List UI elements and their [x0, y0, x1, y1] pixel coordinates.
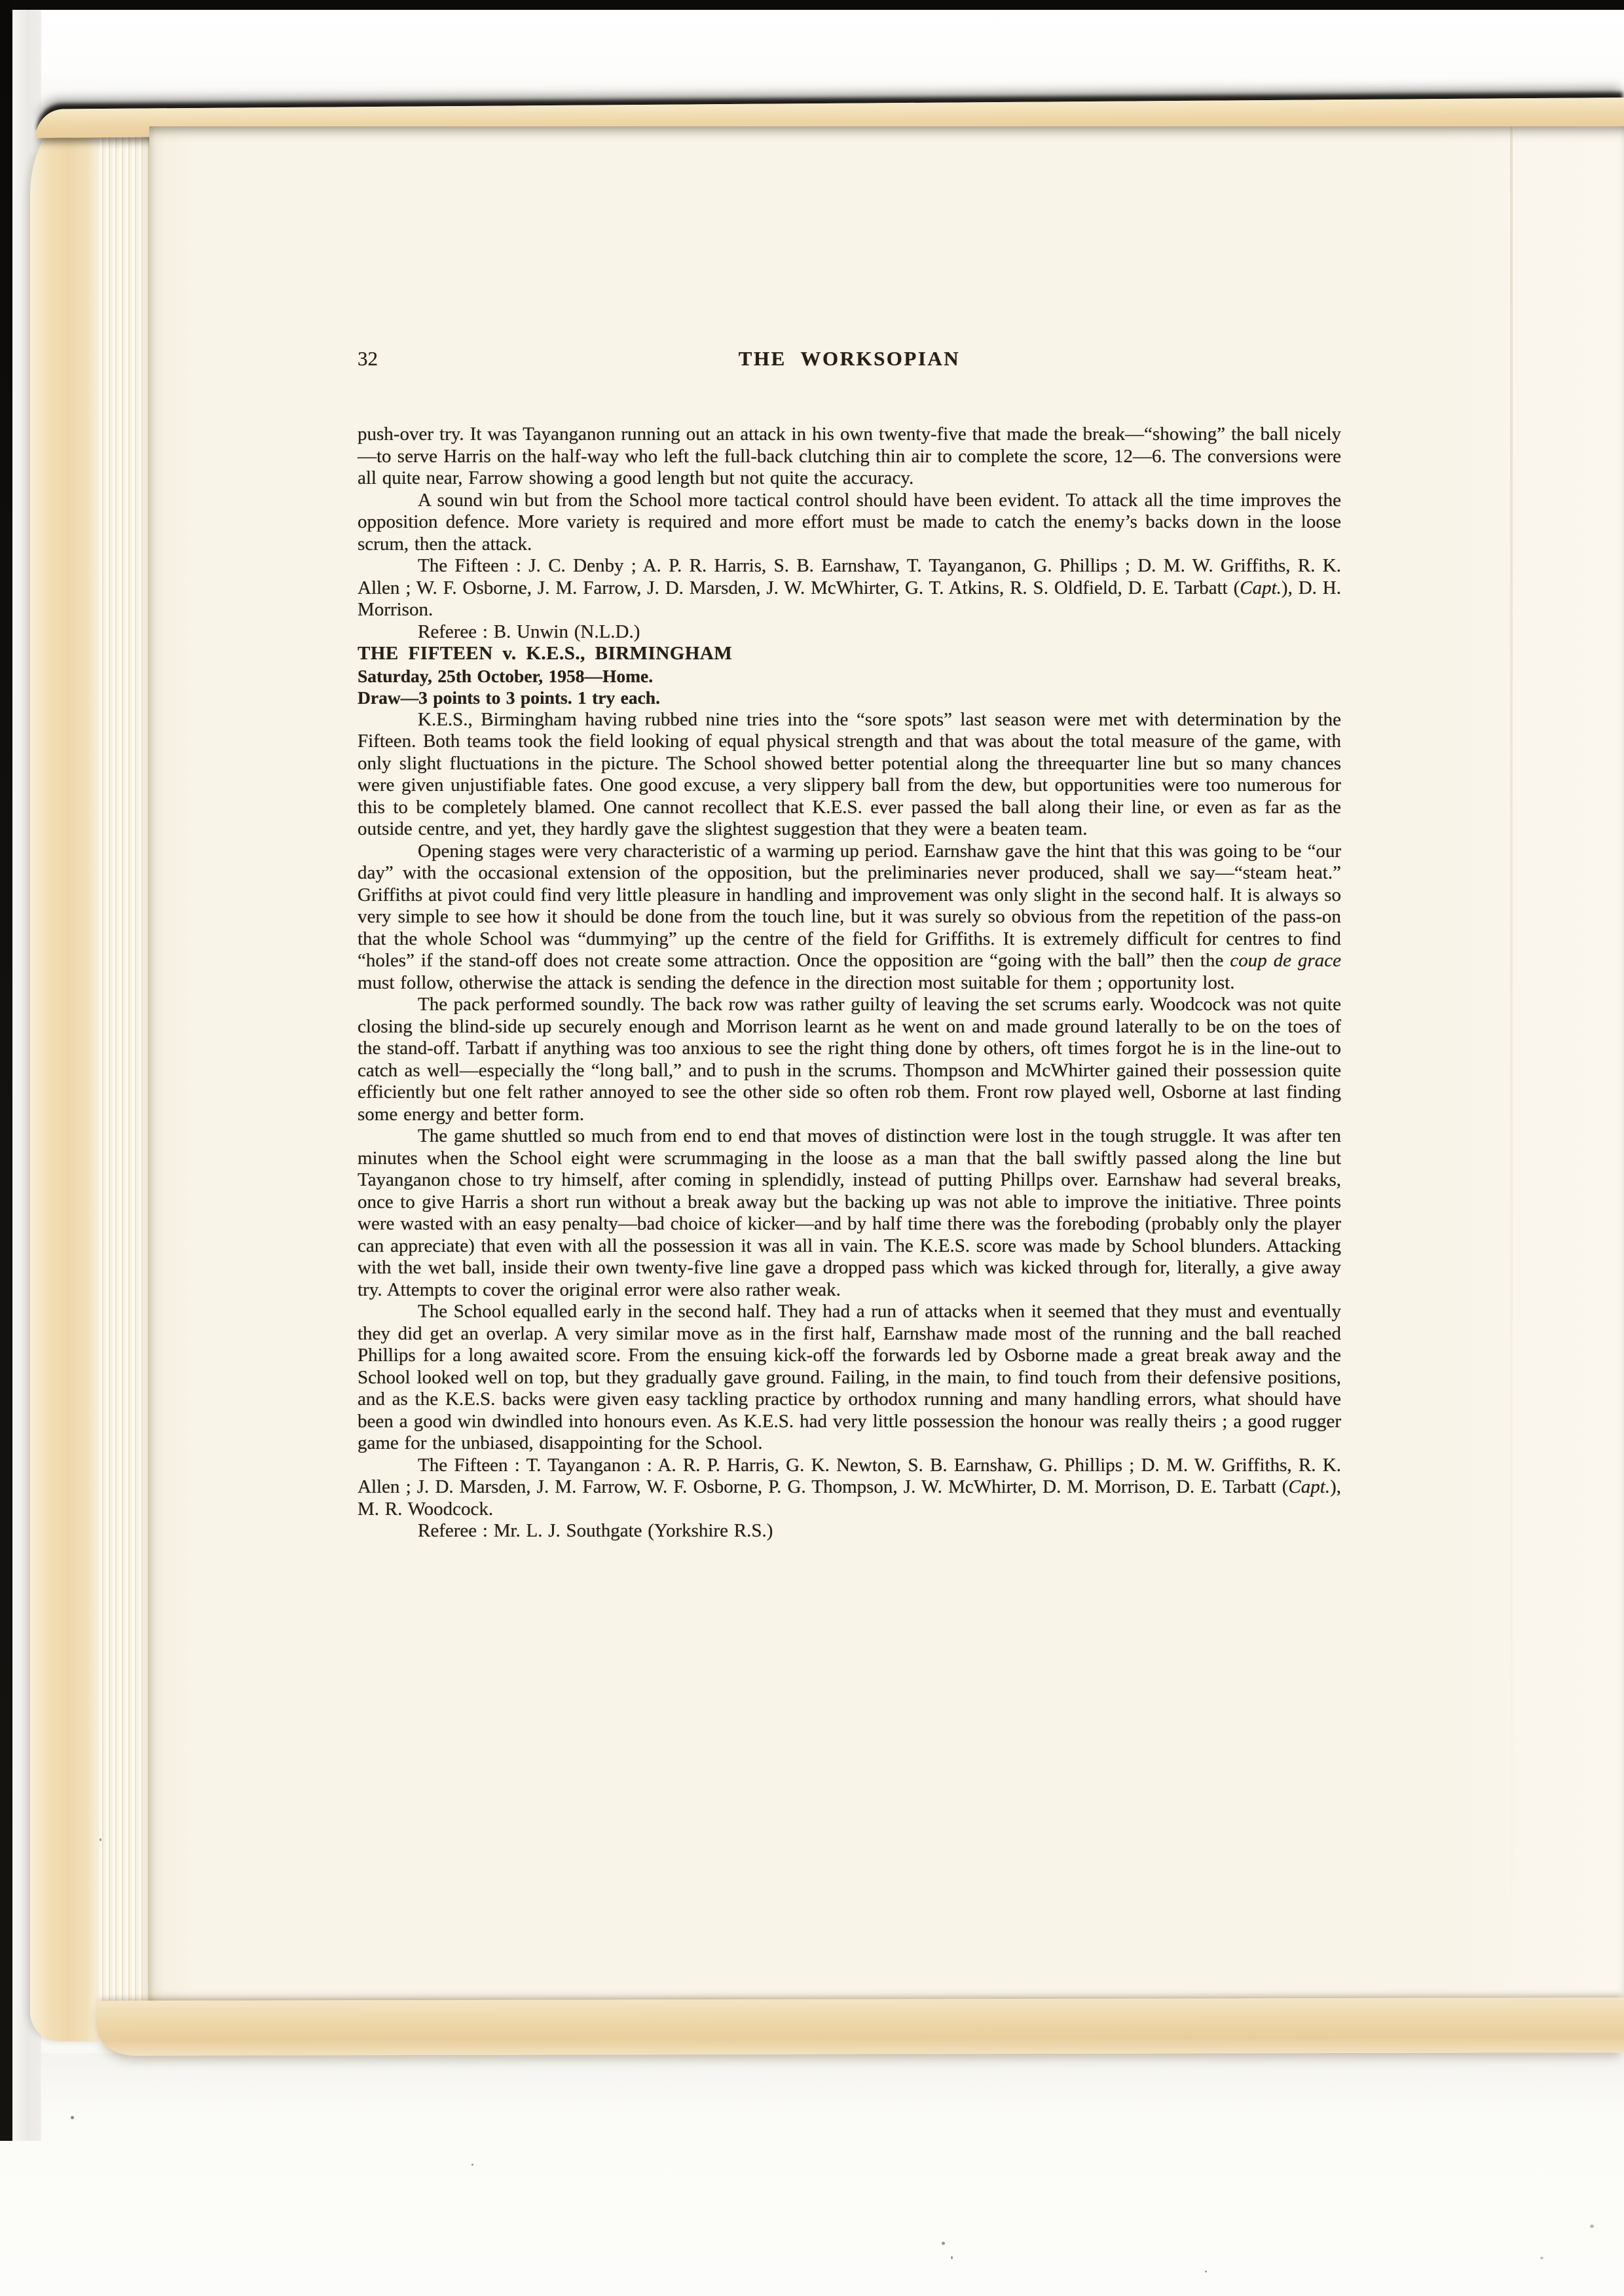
paragraph: The pack performed soundly. The back row was rather guilty of leaving the set scrums early. Woodcock was not quite closing the blind-side up securely enough and Morrison learnt as he went on and made ground laterally to be on the toes of the stand-off. Tarbatt if anything was too anxious to see the right thing done by others, oft times forgot he is in the line-out to catch as well—especially the “long ball,” and to push in the scrums. Thompson and McWhirter gained their possession quite efficiently but one felt rather annoyed to see the other side so often rob them. Front row played well, Osborne at last finding some energy and better form.: [358, 994, 1341, 1125]
running-title: THE WORKSOPIAN: [738, 347, 961, 370]
dust-speck: [1540, 2257, 1543, 2259]
paragraph: The School equalled early in the second half. They had a run of attacks when it seemed that they must and eventually they did get an overlap. A very similar move as in the first half, Earnshaw made most of the running and the ball reached Phillips for a long awaited score. From the ensuing kick-off the forwards led by Osborne made a great break away and the School looked well on top, but they gradually gave ground. Failing, in the main, to find touch from their defensive positions, and as the K.E.S. backs were given easy tackling practice by orthodox running and many handling errors, what should have been a good win dwindled into honours even. As K.E.S. had very little possession the honour was really theirs ; a good rugger game for the unbiased, disappointing for the School.: [358, 1301, 1341, 1453]
referee-line: Referee : Mr. L. J. Southgate (Yorkshire R.S.): [418, 1520, 773, 1541]
book-cover-bottom-edge: [97, 1997, 1624, 2056]
dust-speck: [471, 2164, 473, 2166]
paragraph: K.E.S., Birmingham having rubbed nine tries into the “sore spots” last season were met with determination by the Fifteen. Both teams took the field looking of equal physical strength and that was about the total measure of the game, with only slight fluctuations in the picture. The School showed better potential along the threequarter line but so many chances were given unjustifiable fates. One good excuse, a very slippery ball from the dew, but opportunities were too numerous for this to be completely blamed. One cannot recollect that K.E.S. ever passed the ball along their line, or even as far as the outside centre, and yet, they hardly gave the slightest suggestion that they were a beaten team.: [358, 708, 1341, 839]
page-crease: [1510, 126, 1513, 2003]
dust-speck: [942, 2242, 945, 2245]
book-page: [149, 126, 1624, 2003]
match-result-line: Draw—3 points to 3 points. 1 try each.: [358, 687, 660, 708]
dust-speck: [100, 1838, 101, 1841]
page-number: 32: [358, 347, 378, 370]
paragraph: The game shuttled so much from end to end that moves of distinction were lost in the tough struggle. It was after ten minutes when the School eight were scrummaging in the loose as a man that the ball swiftly passed along the line but Tayanganon chose to try himself, after coming in splendidly, instead of putting Phillps over. Earnshaw had several breaks, once to give Harris a short run without a break away but the backing up was not able to improve the initiative. Three points were wasted with an easy penalty—bad choice of kicker—and by half time there was the foreboding (probably only the player can appreciate) that even with all the possession it was all in vain. The K.E.S. score was made by School blunders. Attacking with the wet ball, inside their own twenty-five line gave a dropped pass which was kicked through for, literally, a give away try. Attempts to cover the original error were also rather weak.: [358, 1125, 1341, 1300]
scanner-bed-top: [12, 8, 1624, 110]
referee-line: Referee : B. Unwin (N.L.D.): [418, 621, 640, 642]
dust-speck: [1205, 2270, 1207, 2272]
book-cover-left-edge: [30, 110, 100, 2041]
match-date-line: Saturday, 25th October, 1958—Home.: [358, 665, 654, 686]
dust-speck: [951, 2256, 953, 2259]
masthead: [358, 348, 1341, 375]
printed-text-block: [358, 348, 1341, 1542]
page-fore-edges: [100, 127, 149, 2018]
match-title: THE FIFTEEN v. K.E.S., BIRMINGHAM: [358, 643, 733, 664]
dust-speck: [71, 2116, 74, 2119]
team-list: The Fifteen : T. Tayanganon : A. R. P. Harris, G. K. Newton, S. B. Earnshaw, G. Phillips ; D. M. W. Griffiths, R. K. Allen ; J. D. Marsden, J. M. Farrow, W. F. Osborne, P. G. Thompson, J. W. McWhirter, D. M. Morrison, D. E. Tarbatt (Capt.), M. R. Woodcock.: [358, 1454, 1341, 1520]
team-list: The Fifteen : J. C. Denby ; A. P. R. Harris, S. B. Earnshaw, T. Tayanganon, G. Phillips ; D. M. W. Griffiths, R. K. Allen ; W. F. Osborne, J. M. Farrow, J. D. Marsden, J. W. McWhirter, G. T. Atkins, R. S. Oldfield, D. E. Tarbatt (Capt.), D. H. Morrison.: [358, 555, 1341, 620]
scan-edge-top: [0, 0, 1624, 10]
paragraph: A sound win but from the School more tactical control should have been evident. To attack all the time improves the opposition defence. More variety is required and more effort must be made to catch the enemy’s backs down in the loose scrum, then the attack.: [358, 489, 1341, 555]
dust-speck: [1590, 2225, 1594, 2228]
continued-paragraph: push-over try. It was Tayanganon running out an attack in his own twenty-five that made the break—“showing” the ball nicely—to serve Harris on the half-way who left the full-back clutching thin air to complete the score, 12—6. The conversions were all quite near, Farrow showing a good length but not quite the accuracy.: [358, 424, 1341, 488]
scan-edge-left: [0, 0, 12, 2141]
paragraph: Opening stages were very characteristic of a warming up period. Earnshaw gave the hint that this was going to be “our day” with the occasional extension of the opposition, but the preliminaries never produced, shall we say—“steam heat.” Griffiths at pivot could find very little pleasure in handling and improvement was only slight in the second half. It is always so very simple to see how it should be done from the touch line, but it was surely so obvious from the repetition of the pass-on that the whole School was “dummying” up the centre of the field for Griffiths. It is extremely difficult for centres to find “holes” if the stand-off does not create some attraction. Once the opposition are “going with the ball” then the coup de grace must follow, otherwise the attack is sending the defence in the direction most suitable for them ; opportunity lost.: [358, 840, 1341, 993]
scanner-bed-bottom: [0, 2053, 1624, 2296]
